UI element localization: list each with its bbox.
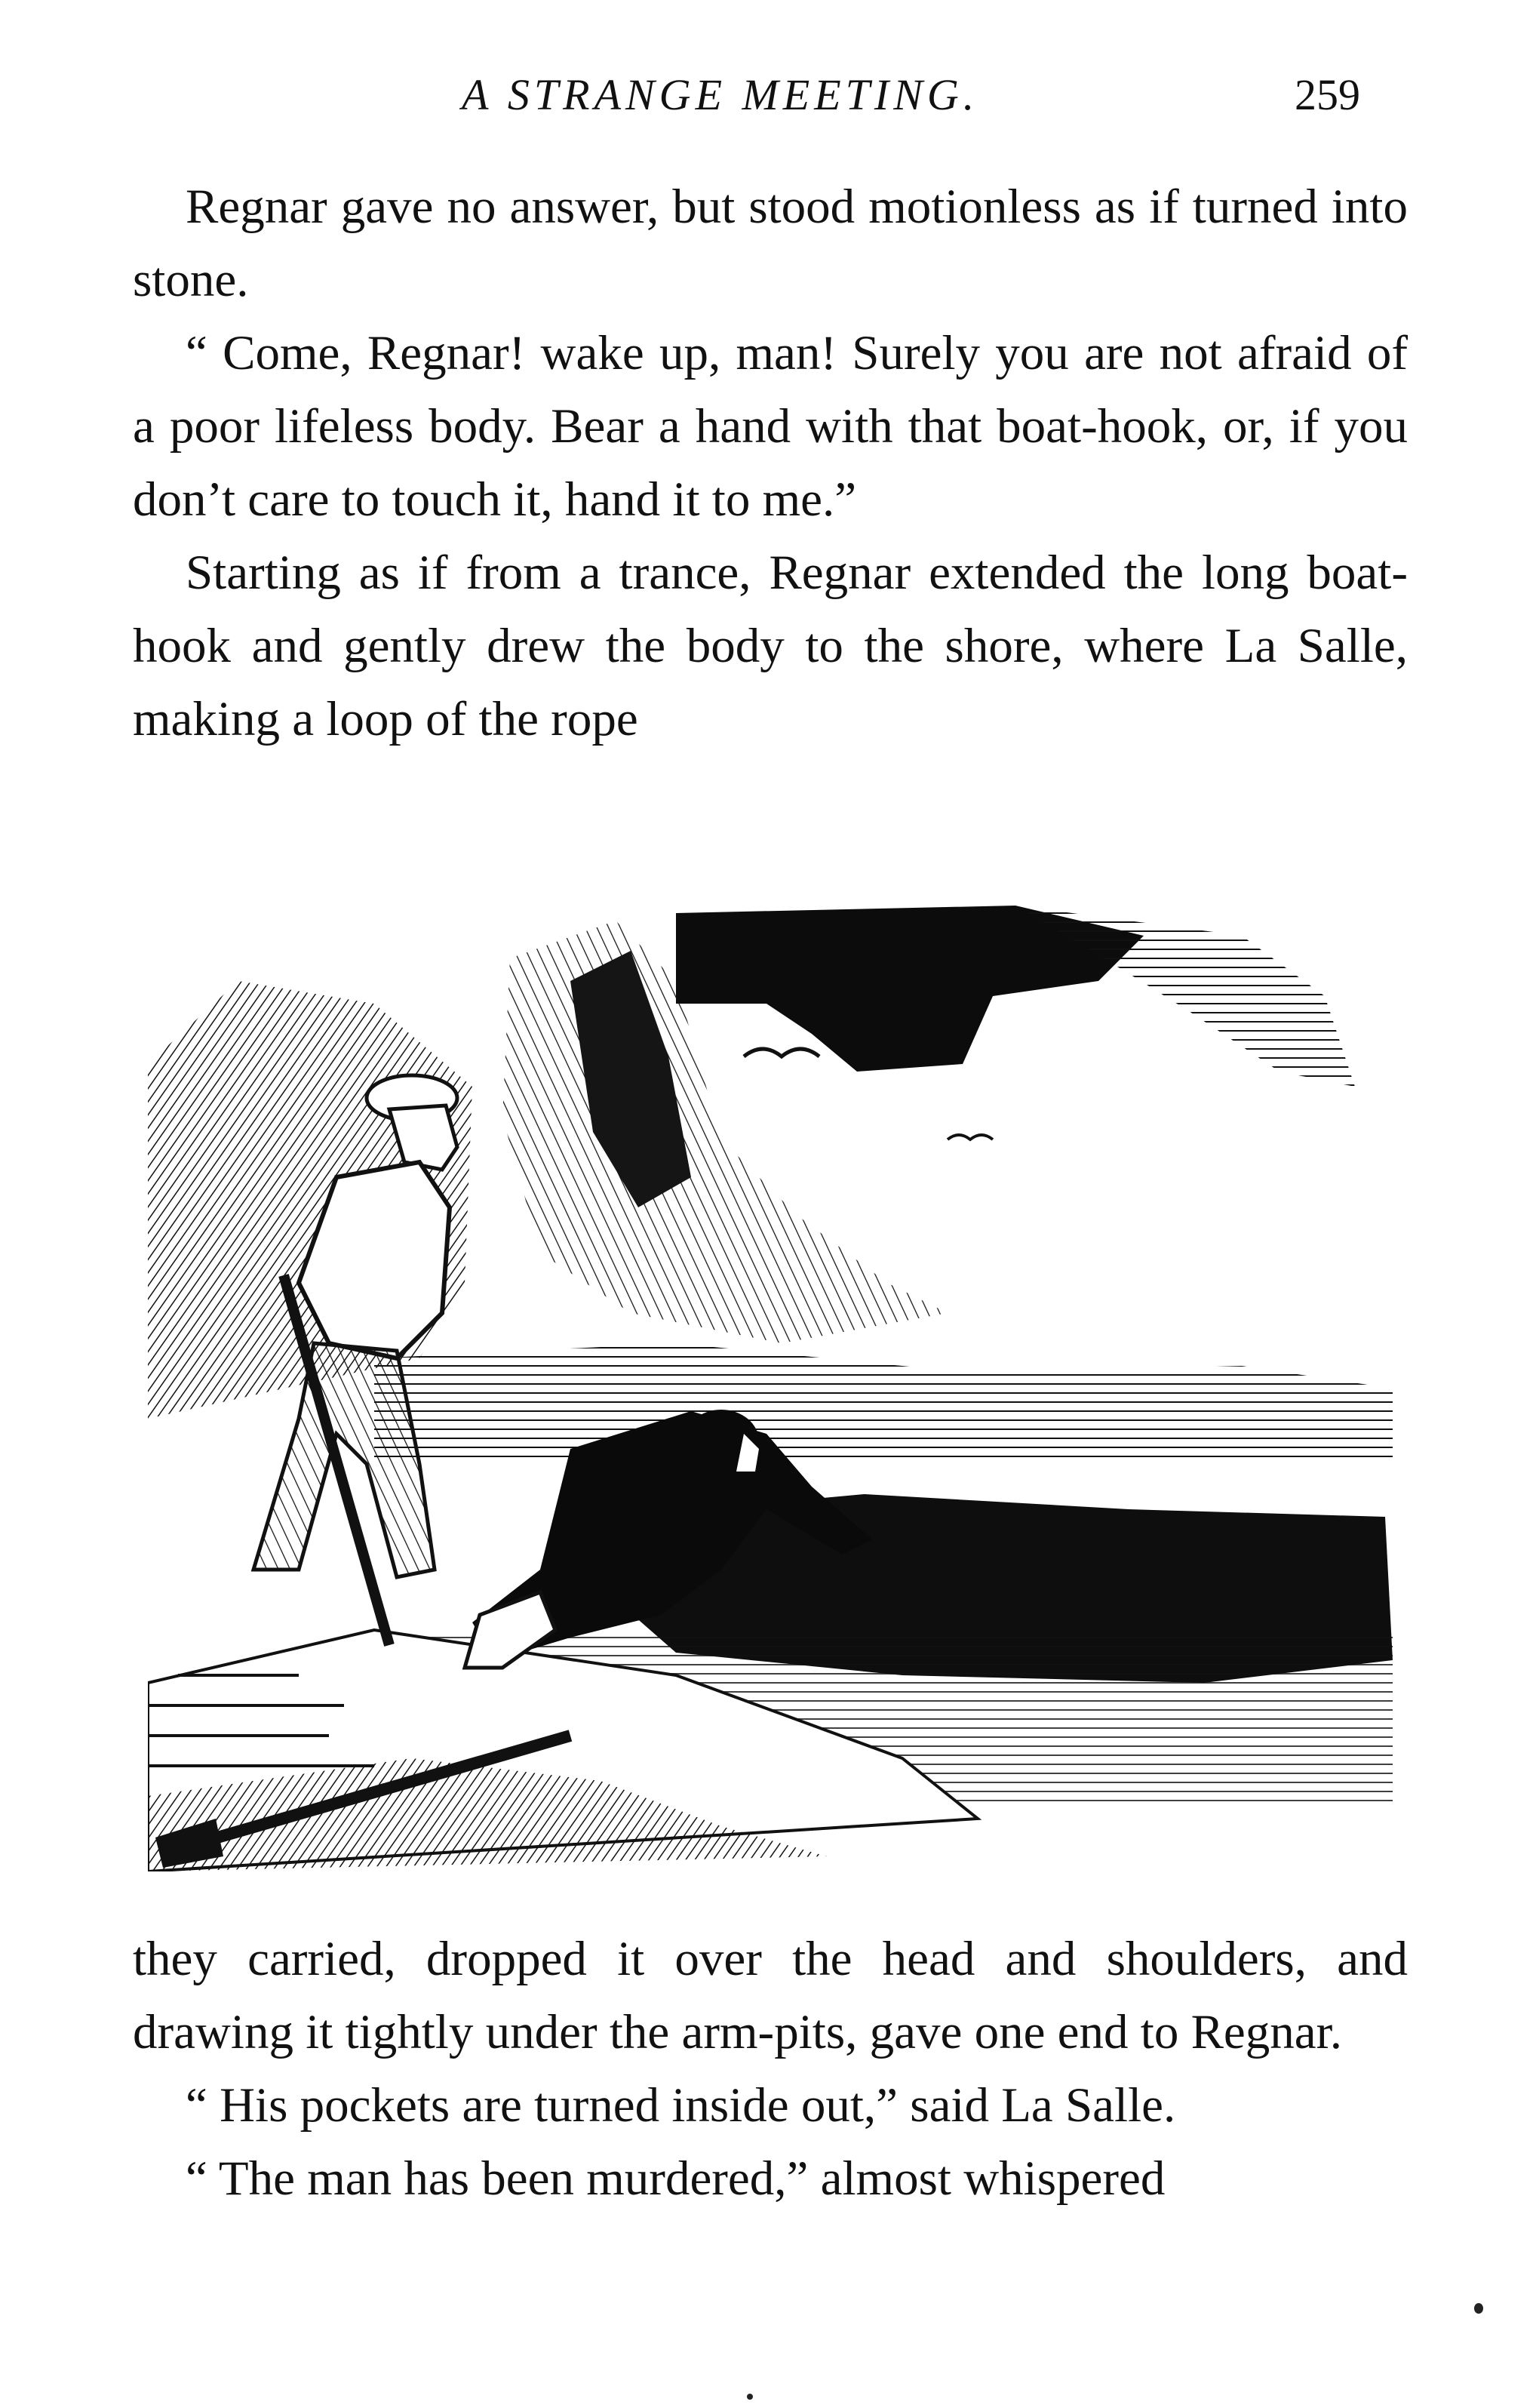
ink-speck [747, 2394, 753, 2400]
bird-icon [744, 1049, 819, 1056]
paragraph: “ His pockets are turned inside out,” said La Salle. [186, 2078, 1176, 2133]
page-number: 259 [1295, 70, 1360, 119]
text-block-bottom [133, 1923, 1408, 2216]
text-block-top [133, 171, 1408, 756]
engraving-svg [148, 890, 1393, 1871]
engraving-illustration [148, 890, 1393, 1871]
running-head: A STRANGE MEETING. [462, 70, 979, 119]
paragraph: Starting as if from a trance, Regnar extended the long boat-hook and gently drew the body to the shore, where La Salle, making a loop of the rope [133, 546, 1408, 746]
page-header [0, 69, 1536, 130]
paragraph: “ Come, Regnar! wake up, man! Surely you are not afraid of a poor lifeless body. Bear a hand with that boat-hook, or, if you don’t care to touch it, hand it to me.” [133, 326, 1408, 527]
cloud-hatching [1015, 906, 1355, 1087]
paragraph: “ The man has been murdered,” almost whispered [186, 2151, 1166, 2206]
ink-speck [1474, 2303, 1483, 2314]
bird-icon [948, 1135, 993, 1139]
far-shore [374, 1343, 1393, 1464]
paragraph: Regnar gave no answer, but stood motionless as if turned into stone. [133, 180, 1408, 307]
paragraph: they carried, dropped it over the head and shoulders, and drawing it tightly under the arm-pits, gave one end to Regnar. [133, 1932, 1408, 2059]
